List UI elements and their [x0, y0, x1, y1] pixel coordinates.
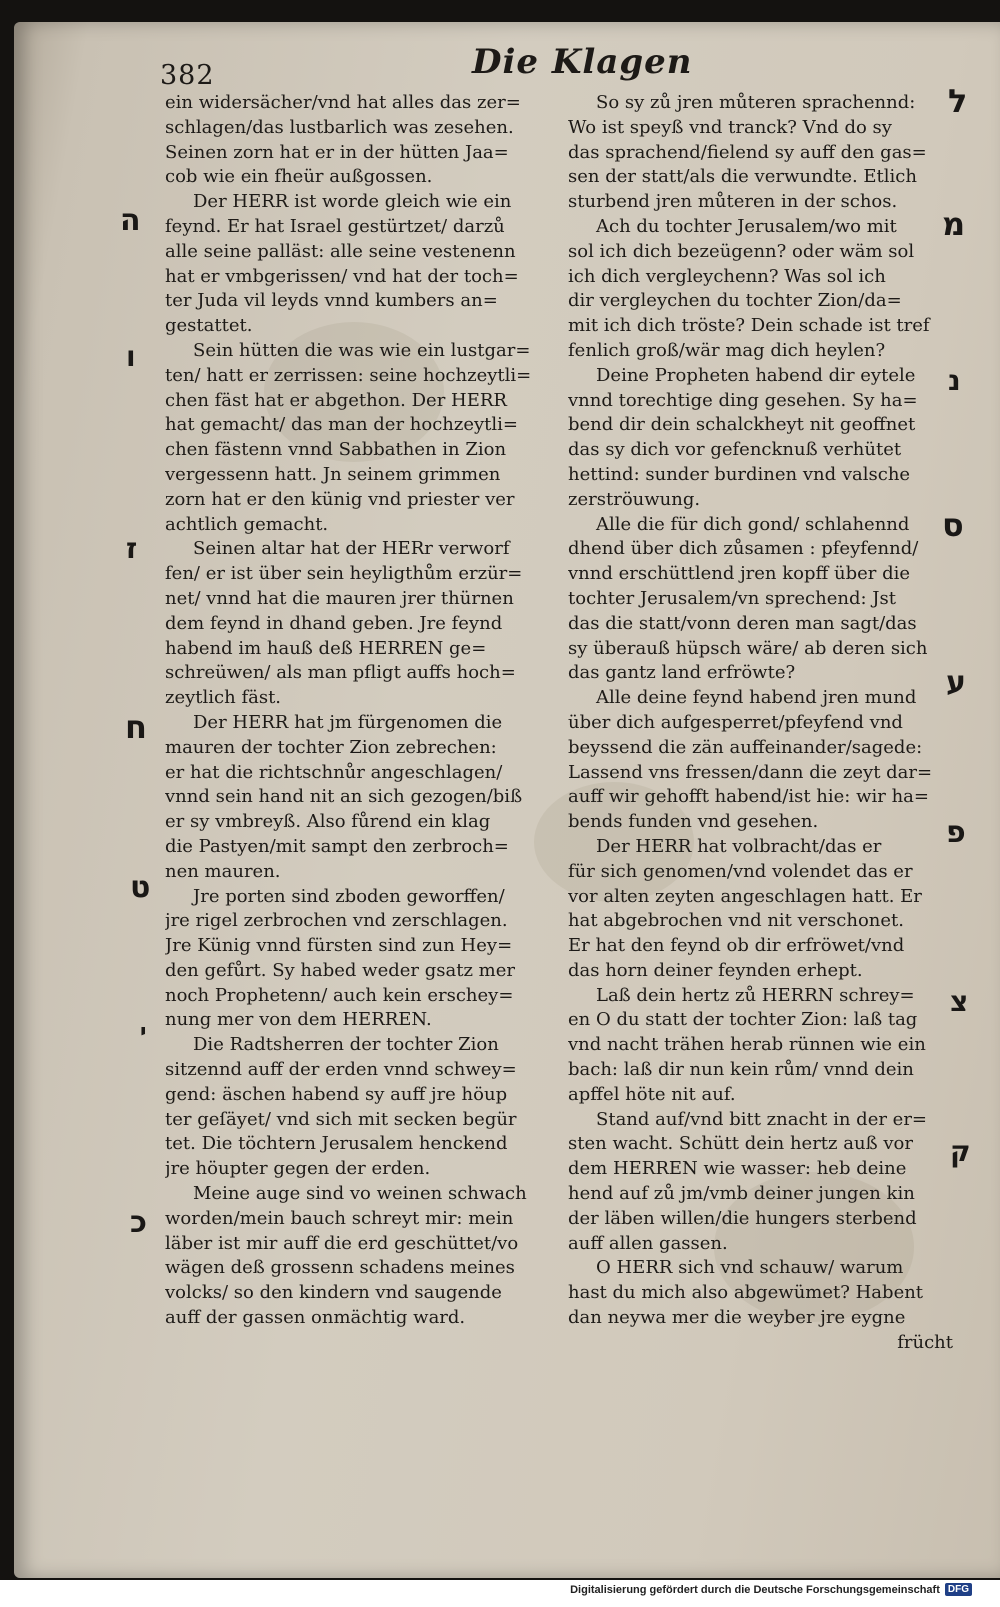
text-line: vnnd erschüttlend jren kopff über die: [568, 563, 911, 585]
margin-letter-yod: י: [140, 1020, 147, 1045]
text-line: O HERR sich vnd schauw/ warum: [596, 1257, 904, 1279]
text-line: das sy dich vor gefencknuß verhütet: [568, 439, 902, 461]
text-line: ich dich vergleychenn? Was sol ich: [568, 265, 886, 287]
text-line: apffel höte nit auf.: [568, 1083, 736, 1105]
margin-letter-zayin: ז: [126, 532, 138, 565]
margin-letter-kaf: כ: [130, 1205, 147, 1240]
text-line: den gefůrt. Sy habed weder gsatz mer: [165, 959, 515, 981]
text-line: er sy vmbreyß. Also fůrend ein klag: [165, 811, 491, 833]
text-line: Stand auf/vnd bitt znacht in der er=: [596, 1108, 928, 1130]
text-line: vnnd torechtige ding gesehen. Sy ha=: [568, 389, 918, 411]
text-line: auff wir gehofft habend/ist hie: wir ha=: [568, 786, 929, 808]
text-line: Meine auge sind vo weinen schwach: [193, 1183, 527, 1205]
text-line: schreüwen/ als man pfligt auffs hoch=: [165, 662, 516, 684]
text-line: ter geſäyet/ vnd sich mit secken begür: [165, 1108, 517, 1130]
text-line: das die statt/vonn deren man sagt/das: [568, 612, 917, 634]
text-line: das gantz land erfröwte?: [568, 662, 796, 684]
text-line: Der HERR hat volbracht/das er: [596, 835, 882, 857]
text-line: jre höupter gegen der erden.: [165, 1158, 431, 1180]
margin-letter-samekh: ס: [942, 506, 964, 544]
text-line: volcks/ so den kindern vnd saugende: [165, 1282, 502, 1304]
text-line: vor alten zeyten angeschlagen hatt. Er: [568, 885, 922, 907]
text-line: sy überauß hüpsch wäre/ ab deren sich: [568, 637, 928, 659]
text-line: hat gemacht/ das man der hochzeytli=: [165, 414, 519, 436]
text-line: habend im hauß deß HERREN ge=: [165, 637, 487, 659]
margin-letter-vav: ו: [126, 340, 136, 373]
text-line: dhend über dich zůsamen : pfeyfennd/: [568, 538, 919, 560]
text-line: jre rigel zerbrochen vnd zerschlagen.: [165, 910, 508, 932]
text-line: tet. Die töchtern Jerusalem henckend: [165, 1133, 508, 1155]
margin-letter-he: ה: [120, 203, 141, 238]
text-line: Der HERR ist worde gleich wie ein: [193, 191, 512, 213]
text-line: worden/mein bauch schreyt mir: mein: [165, 1207, 514, 1229]
text-line: dan neywa mer die weyber jre eygne: [568, 1307, 906, 1329]
text-line: dir vergleychen du tochter Zion/da=: [568, 290, 902, 312]
text-line: die Pastyen/mit sampt den zerbroch=: [165, 835, 509, 857]
text-line: noch Prophetenn/ auch kein erschey=: [165, 984, 514, 1006]
text-line: zeytlich fäst.: [165, 687, 282, 709]
text-line: Seinen altar hat der HERr verworf: [193, 538, 510, 560]
text-line: auff allen gassen.: [568, 1232, 728, 1254]
margin-letter-lamed: ל: [948, 82, 968, 120]
text-line: mauren der tochter Zion zebrechen:: [165, 736, 497, 758]
text-line: das sprachend/fielend sy auff den gas=: [568, 141, 927, 163]
text-line: alle seine palläst: alle seine vestenenn: [165, 240, 516, 262]
text-line: gestattet.: [165, 315, 253, 337]
text-line: bach: laß dir nun kein rům/ vnnd dein: [568, 1059, 914, 1081]
text-line: tochter Jerusalem/vn sprechend: Jst: [568, 587, 896, 609]
text-line: das horn deiner feynden erhept.: [568, 959, 863, 981]
text-line: er hat die richtschnůr angeschlagen/: [165, 761, 503, 783]
footer-text: Digitalisierung gefördert durch die Deutsche Forschungsgemeinschaft: [570, 1583, 940, 1596]
text-line: hettind: sunder burdinen vnd valsche: [568, 463, 911, 485]
margin-letter-mem: מ: [942, 205, 966, 243]
text-line: zerströuwung.: [568, 488, 701, 510]
text-line: für sich genomen/vnd volendet das er: [568, 860, 913, 882]
text-line: hend auf zů jm/vmb deiner jungen kin: [568, 1183, 915, 1205]
text-line: Seinen zorn hat er in der hütten Jaa=: [165, 141, 509, 163]
text-line: nung mer von dem HERREN.: [165, 1009, 432, 1031]
text-line: vergessenn hatt. Jn seinem grimmen: [165, 463, 501, 485]
text-line: hat er vmbgerissen/ vnd hat der toch=: [165, 265, 519, 287]
text-line: Deine Propheten habend dir eytele: [596, 364, 916, 386]
text-line: wägen deß grossenn schadens meines: [165, 1257, 515, 1279]
text-line: feynd. Er hat Israel gestürtzet/ darzů: [165, 215, 505, 237]
margin-letter-het: ח: [125, 708, 147, 746]
text-line: nen mauren.: [165, 860, 281, 882]
text-line: Die Radtsherren der tochter Zion: [193, 1034, 499, 1056]
text-line: Lassend vns fressen/dann die zeyt dar=: [568, 761, 933, 783]
text-line: Jre porten sind zboden geworffen/: [193, 885, 505, 907]
text-line: dem HERREN wie wasser: heb deine: [568, 1158, 907, 1180]
text-line: sol ich dich bezeügenn? oder wäm sol: [568, 240, 915, 262]
text-line: Wo ist speyß vnd tranck? Vnd do sy: [568, 116, 892, 138]
text-line: Sein hütten die was wie ein lustgar=: [193, 339, 531, 361]
text-line: sturbend jren můteren in der schos.: [568, 191, 898, 213]
text-line: über dich aufgesperret/pfeyfend vnd: [568, 711, 903, 733]
text-line: en O du statt der tochter Zion: laß tag: [568, 1009, 918, 1031]
left-text-column: [165, 91, 567, 1331]
text-line: dem feynd in dhand geben. Jre feynd: [165, 612, 503, 634]
text-line: Er hat den feynd ob dir erfröwet/vnd: [568, 935, 905, 957]
text-line: fenlich groß/wär mag dich heylen?: [568, 339, 886, 361]
text-line: achtlich gemacht.: [165, 513, 329, 535]
text-line: net/ vnnd hat die mauren jrer thürnen: [165, 587, 514, 609]
text-line: auff der gassen onmächtig ward.: [165, 1307, 466, 1329]
text-line: Alle deine feynd habend jren mund: [596, 687, 917, 709]
margin-letter-tet: ט: [130, 870, 151, 905]
text-line: sen der statt/als die verwundte. Etlich: [568, 166, 917, 188]
right-text-column: [568, 91, 953, 1356]
running-head: Die Klagen: [472, 42, 693, 82]
text-line: vnd nacht trähen herab rünnen wie ein: [568, 1034, 926, 1056]
margin-letter-pe: פ: [946, 815, 966, 850]
text-line: sitzennd auff der erden vnnd schwey=: [165, 1059, 517, 1081]
text-line: vnnd sein hand nit an sich gezogen/biß: [165, 786, 523, 808]
text-line: Der HERR hat jm fürgenomen die: [193, 711, 503, 733]
text-line: schlagen/das lustbarlich was zesehen.: [165, 116, 514, 138]
text-line: beyssend die zän auffeinander/sagede:: [568, 736, 923, 758]
text-line: frücht: [897, 1331, 953, 1353]
text-line: der läben willen/die hungers sterbend: [568, 1207, 917, 1229]
text-line: Ach du tochter Jerusalem/wo mit: [596, 215, 897, 237]
text-line: cob wie ein fheür außgossen.: [165, 166, 433, 188]
margin-letter-ayin: ע: [946, 665, 966, 700]
text-line: So sy zů jren můteren sprachennd:: [596, 92, 916, 113]
text-line: Alle die für dich gond/ schlahennd: [596, 513, 910, 535]
digitization-footer: [570, 1583, 972, 1596]
text-line: zorn hat er den künig vnd priester ver: [165, 488, 515, 510]
text-line: sten wacht. Schütt dein hertz auß vor: [568, 1133, 913, 1155]
text-line: ter Juda vil leyds vnnd kumbers an=: [165, 290, 498, 312]
text-line: ten/ hatt er zerrissen: seine hochzeytli=: [165, 364, 532, 386]
text-line: chen fäst hat er abgethon. Der HERR: [165, 389, 507, 411]
text-line: Laß dein hertz zů HERRN schrey=: [596, 984, 915, 1006]
text-line: mit ich dich tröste? Dein schade ist tref: [568, 315, 930, 337]
text-line: hast du mich also abgewümet? Habent: [568, 1282, 924, 1304]
text-line: fen/ er ist über sein heyligthům erzür=: [165, 563, 523, 585]
margin-letter-nun: נ: [948, 364, 961, 397]
text-line: hat abgebrochen vnd nit verschonet.: [568, 910, 904, 932]
margin-letter-qof: ק: [950, 1135, 971, 1168]
text-line: gend: äschen habend sy auff jre höup: [165, 1083, 508, 1105]
text-line: ein widersächer/vnd hat alles das zer=: [165, 92, 521, 113]
margin-letter-tsadi: צ: [950, 985, 969, 1018]
dfg-logo: DFG: [945, 1583, 972, 1596]
text-line: bends funden vnd gesehen.: [568, 811, 819, 833]
text-line: läber ist mir auff die erd geschüttet/vo: [165, 1232, 519, 1254]
text-line: bend dir dein schalckheyt nit geoffnet: [568, 414, 916, 436]
text-line: Jre Künig vnnd fürsten sind zun Hey=: [165, 935, 513, 957]
page-number: 382: [160, 60, 215, 91]
text-line: chen fästenn vnnd Sabbathen in Zion: [165, 439, 507, 461]
